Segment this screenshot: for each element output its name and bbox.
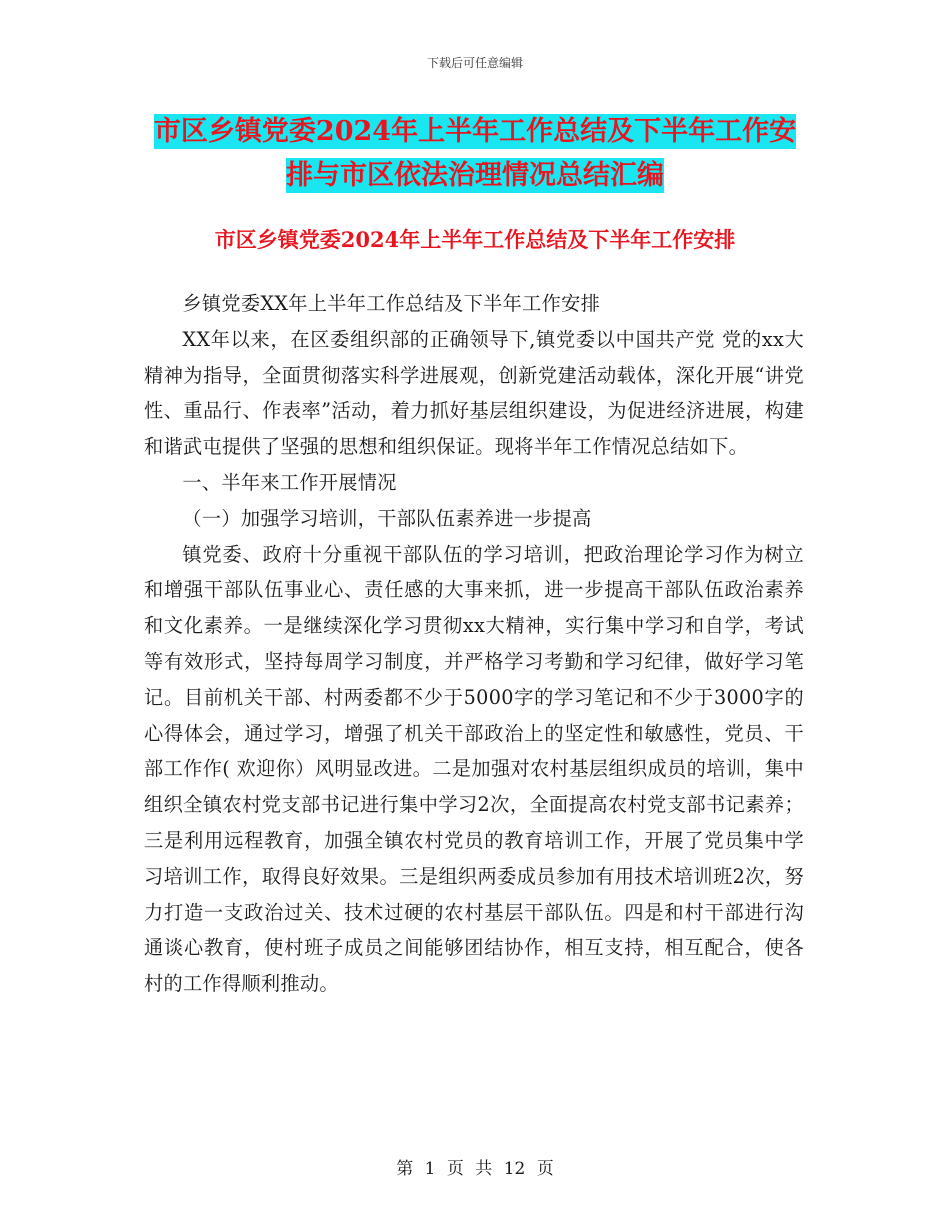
main-title-line-1: [0, 110, 950, 154]
paragraph-training: 镇党委、政府十分重视干部队伍的学习培训，把政治理论学习作为树立和增强干部队伍事业心、责任感的大事来抓，进一步提高干部队伍政治素养和文化素养。一是继续深化学习贯彻xx大精神，实行集中学习和自学，考试等有效形式，坚持每周学习制度，并严格学习考勤和学习纪律，做好学习笔记。目前机关干部、村两委都不少于5000字的学习笔记和不少于3000字的心得体会，通过学习，增强了机关干部政治上的坚定性和敏感性，党员、干部工作作( 欢迎你）风明显改进。二是加强对农村基层组织成员的培训，集中组织全镇农村党支部书记进行集中学习2次，全面提高农村党支部书记素养；三是利用远程教育，加强全镇农村党员的教育培训工作，开展了党员集中学习培训工作，取得良好效果。三是组织两委成员参加有用技术培训班2次，努力打造一支政治过关、技术过硬的农村基层干部队伍。四是和村干部进行沟通谈心教育，使村班子成员之间能够团结协作，相互支持，相互配合，使各村的工作得顺利推动。: [144, 542, 804, 996]
paragraph-heading-1: 一、半年来工作开展情况: [182, 470, 397, 494]
main-title-line-1-text: 市区乡镇党委2024年上半年工作总结及下半年工作安: [153, 116, 797, 147]
main-title-line-2-text: 排与市区依法治理情况总结汇编: [286, 160, 664, 191]
paragraph-subheading-1: （一）加强学习培训，干部队伍素养进一步提高: [182, 506, 592, 530]
paragraph-intro: XX年以来，在区委组织部的正确领导下,镇党委以中国共产党 党的xx大精神为指导，全面贯彻落实科学进展观，创新党建活动载体，深化开展“讲党性、重品行、作表率”活动，着力抓好基层组织建设，为促进经济进展，构建和谐武屯提供了坚强的思想和组织保证。现将半年工作情况总结如下。: [144, 327, 804, 459]
main-title-line-2: [0, 154, 950, 198]
body-text: [144, 286, 804, 1002]
page-footer: 第 1 页 共 12 页: [396, 1159, 554, 1179]
header-note: 下载后可任意编辑: [426, 56, 523, 70]
main-title: [0, 110, 950, 198]
section-title: 市区乡镇党委2024年上半年工作总结及下半年工作安排: [214, 227, 736, 252]
paragraph-subtitle: 乡镇党委XX年上半年工作总结及下半年工作安排: [182, 292, 601, 315]
